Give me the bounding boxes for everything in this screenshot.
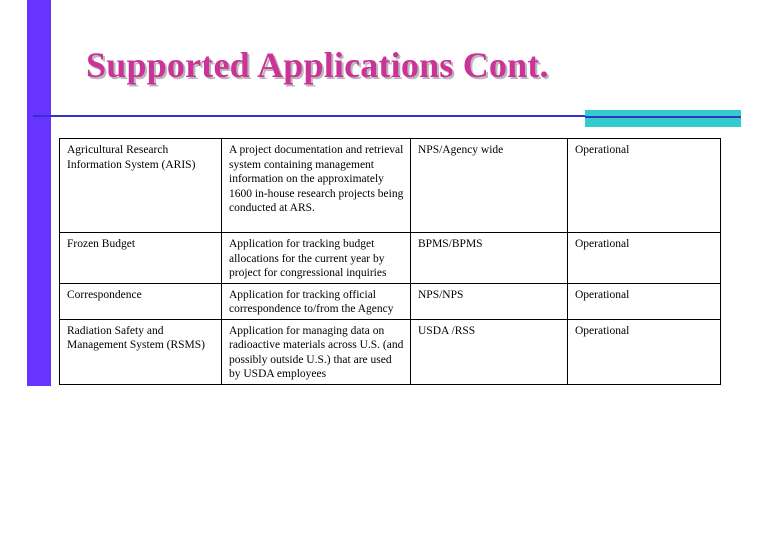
status-cell: Operational: [568, 233, 721, 284]
underline-accent-block: [585, 110, 741, 127]
description-cell: A project documentation and retrieval system containing management information on the approximately 1600 in-house research projects being conducted at ARS.: [222, 139, 411, 233]
applications-table: [59, 138, 721, 385]
table-row: [60, 283, 721, 319]
system-name-cell: Frozen Budget: [60, 233, 222, 284]
system-name-cell: Radiation Safety and Management System (RSMS): [60, 319, 222, 384]
description-cell: Application for managing data on radioactive materials across U.S. (and possibly outside U.S.) that are used by USDA employees: [222, 319, 411, 384]
slide-title: Supported Applications Cont.: [86, 45, 549, 85]
scope-cell: NPS/Agency wide: [411, 139, 568, 233]
system-name-cell: Correspondence: [60, 283, 222, 319]
table-row: [60, 319, 721, 384]
description-cell: Application for tracking official correspondence to/from the Agency: [222, 283, 411, 319]
scope-cell: NPS/NPS: [411, 283, 568, 319]
left-accent-bar: [27, 0, 51, 386]
underline-accent-line: [585, 116, 741, 118]
table-row: [60, 233, 721, 284]
status-cell: Operational: [568, 283, 721, 319]
status-cell: Operational: [568, 139, 721, 233]
status-cell: Operational: [568, 319, 721, 384]
table-row: [60, 139, 721, 233]
scope-cell: BPMS/BPMS: [411, 233, 568, 284]
system-name-cell: Agricultural Research Information System (ARIS): [60, 139, 222, 233]
scope-cell: USDA /RSS: [411, 319, 568, 384]
description-cell: Application for tracking budget allocations for the current year by project for congressional inquiries: [222, 233, 411, 284]
